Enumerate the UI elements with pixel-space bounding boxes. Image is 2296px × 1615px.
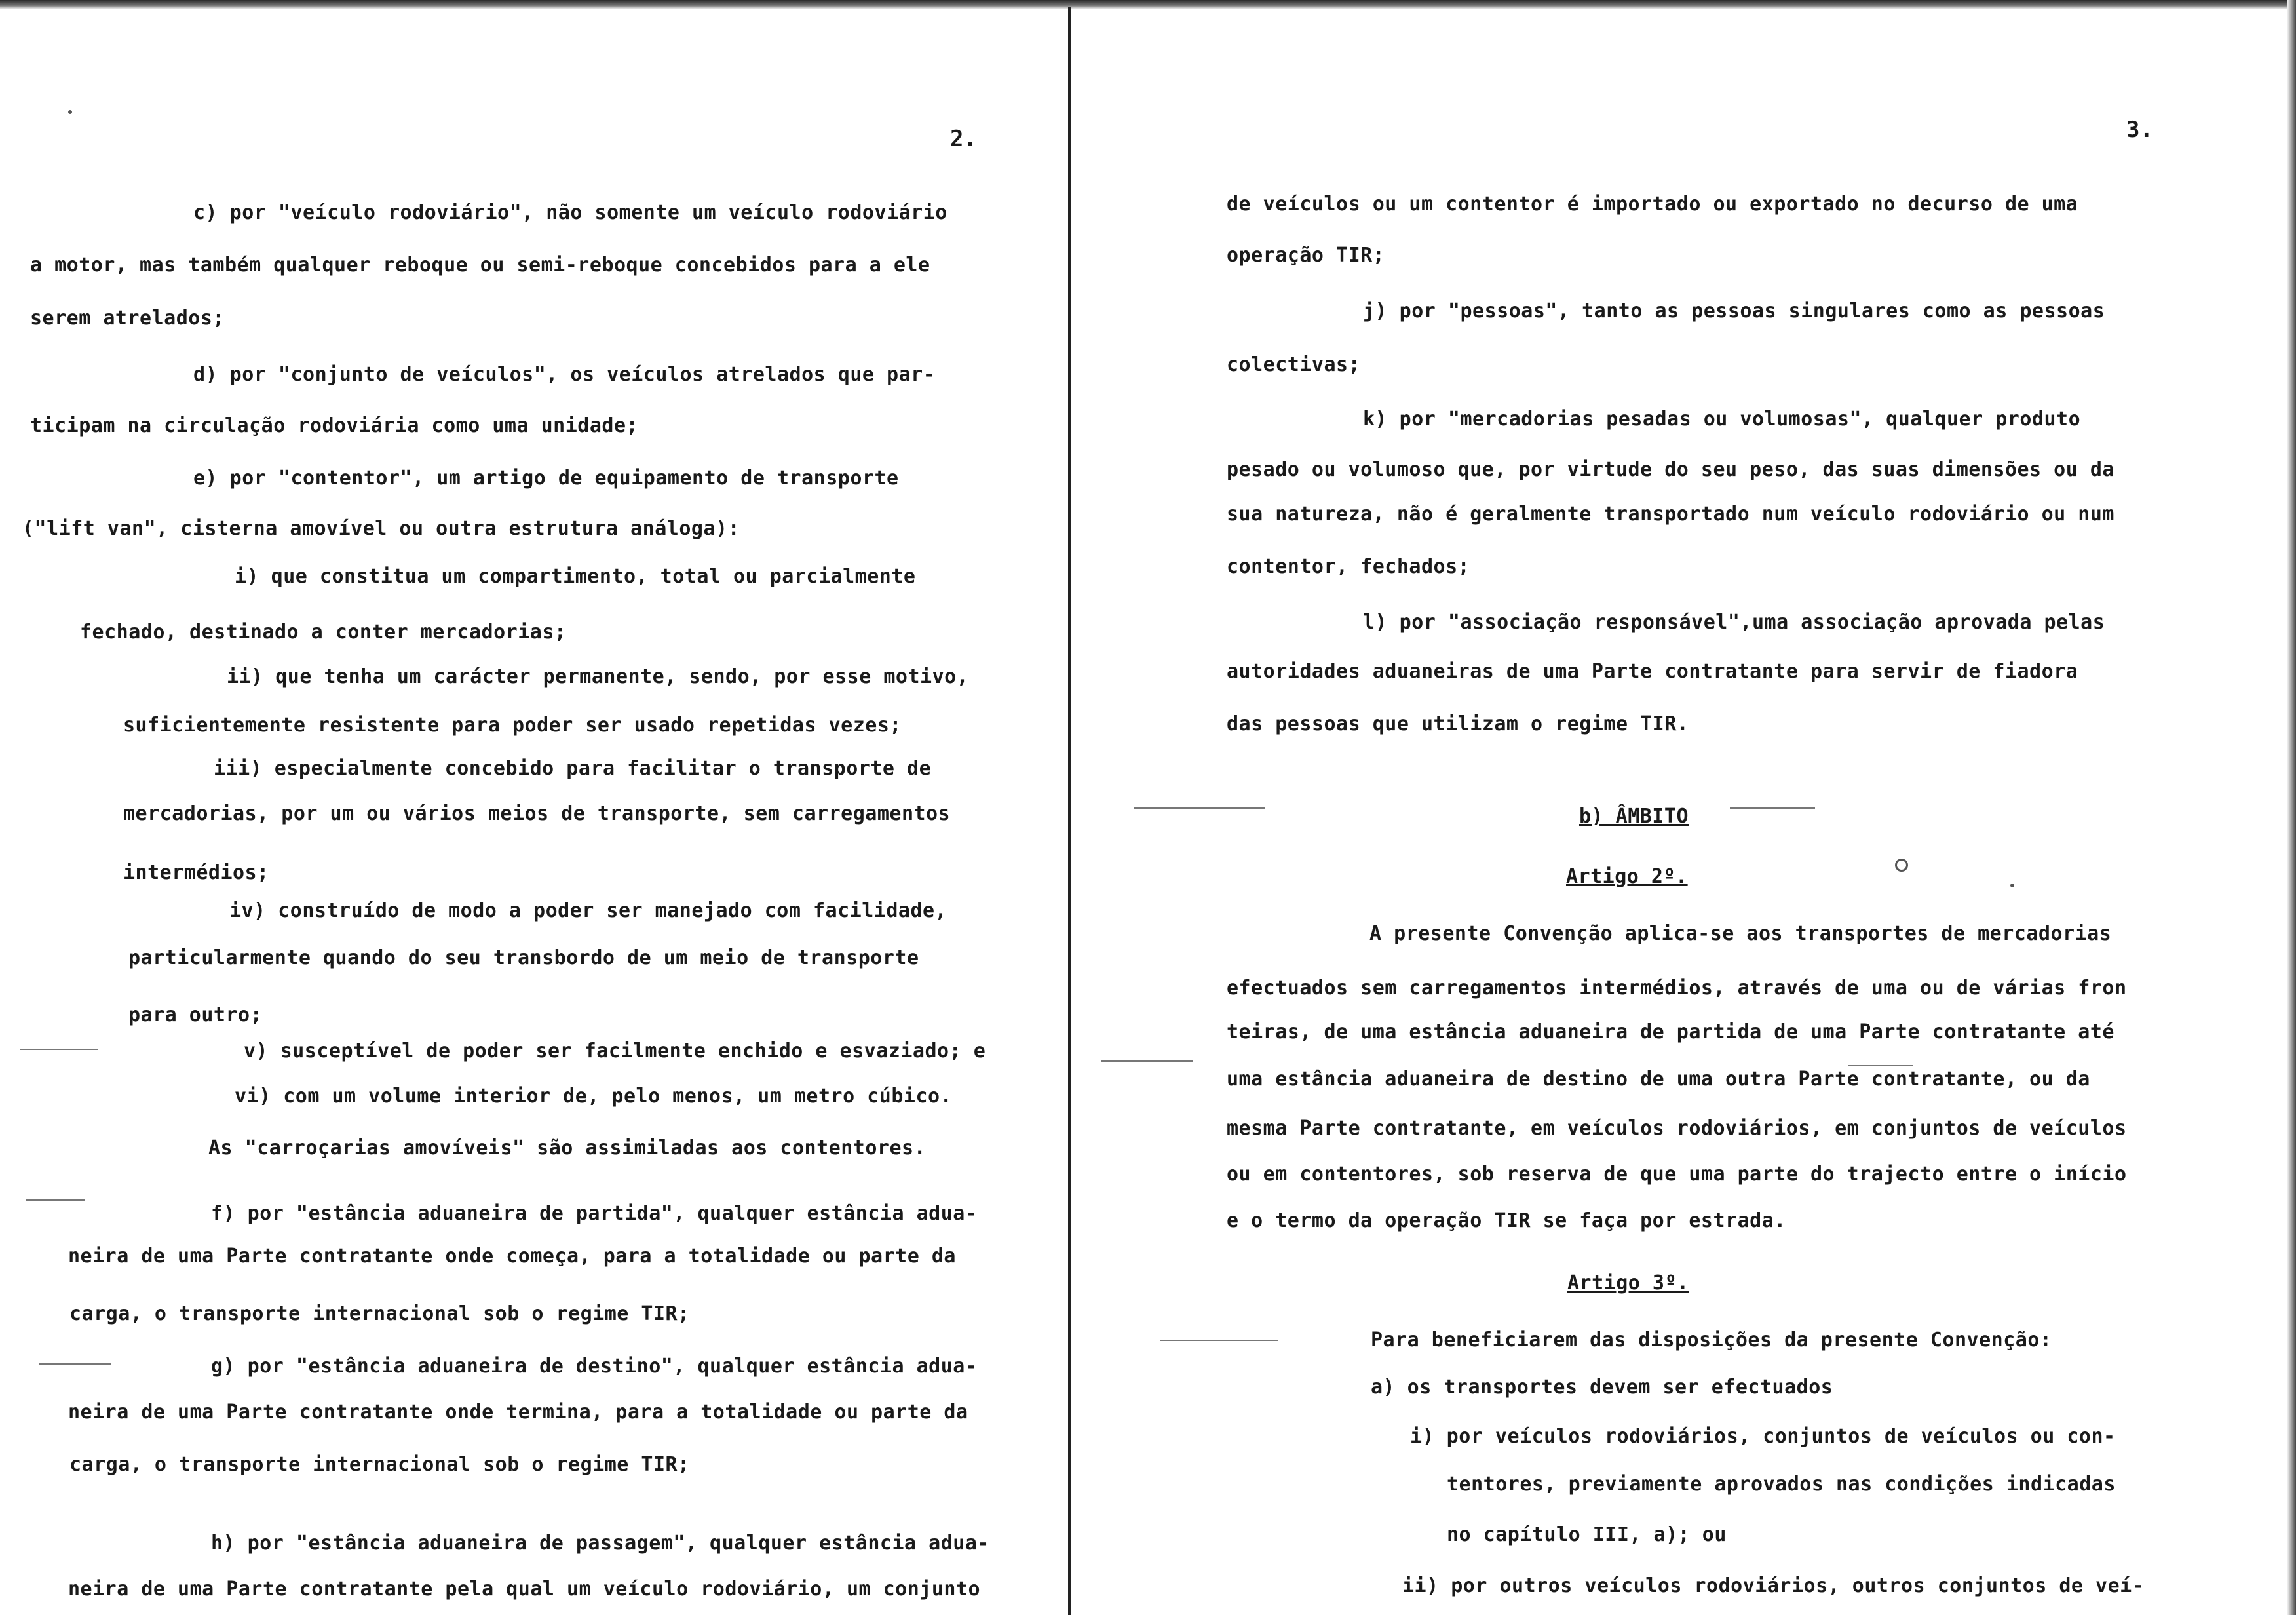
text-line: contentor, fechados;	[1227, 555, 1470, 578]
text-line: neira de uma Parte contratante onde começa, para a totalidade ou parte da	[68, 1245, 956, 1268]
text-line: neira de uma Parte contratante onde termina, para a totalidade ou parte da	[68, 1401, 968, 1424]
text-line: intermédios;	[123, 861, 269, 884]
text-line: particularmente quando do seu transbordo de um meio de transporte	[128, 946, 919, 969]
text-line: pesado ou volumoso que, por virtude do seu peso, das suas dimensões ou da	[1227, 458, 2114, 481]
text-line: autoridades aduaneiras de uma Parte contratante para servir de fiadora	[1227, 660, 2078, 683]
scan-right-edge	[2287, 0, 2296, 1615]
text-line: operação TIR;	[1227, 244, 1385, 267]
text-line: iii) especialmente concebido para facilitar o transporte de	[214, 757, 932, 780]
text-line: a motor, mas também qualquer reboque ou semi-reboque concebidos para a ele	[30, 254, 930, 277]
article-heading: Artigo 2º.	[1566, 865, 1688, 888]
scan-noise	[2010, 884, 2014, 887]
page-number: 2.	[950, 126, 977, 152]
text-line: i) que constitua um compartimento, total ou parcialmente	[235, 565, 916, 588]
text-line: Para beneficiarem das disposições da presente Convenção:	[1371, 1329, 2052, 1352]
text-line: A presente Convenção aplica-se aos transportes de mercadorias	[1369, 922, 2112, 945]
text-line: carga, o transporte internacional sob o regime TIR;	[69, 1453, 690, 1476]
scan-noise	[1895, 859, 1908, 872]
text-line: tentores, previamente aprovados nas condições indicadas	[1447, 1473, 2116, 1496]
right-page	[1075, 0, 2287, 1615]
article-heading: Artigo 3º.	[1567, 1272, 1689, 1294]
text-line: mercadorias, por um ou vários meios de transporte, sem carregamentos	[123, 802, 951, 825]
text-line: As "carroçarias amovíveis" são assimiladas aos contentores.	[208, 1137, 927, 1159]
text-line: ticipam na circulação rodoviária como uma unidade;	[30, 414, 639, 437]
text-line: ("lift van", cisterna amovível ou outra estrutura análoga):	[22, 517, 740, 540]
text-line: iv) construído de modo a poder ser manejado com facilidade,	[229, 899, 947, 922]
scan-noise	[68, 110, 72, 114]
text-line: serem atrelados;	[30, 307, 225, 330]
section-heading: b) ÂMBITO	[1579, 805, 1689, 828]
left-page	[0, 0, 1065, 1615]
text-line: i) por veículos rodoviários, conjuntos de veículos ou con-	[1410, 1425, 2116, 1448]
text-line: mesma Parte contratante, em veículos rodoviários, em conjuntos de veículos	[1227, 1117, 2127, 1140]
text-line: l) por "associação responsável",uma associação aprovada pelas	[1363, 611, 2105, 634]
scan-noise	[1101, 1060, 1193, 1062]
text-line: sua natureza, não é geralmente transportado num veículo rodoviário ou num	[1227, 503, 2114, 526]
text-line: ii) que tenha um carácter permanente, sendo, por esse motivo,	[227, 665, 969, 688]
scan-noise	[1730, 808, 1815, 809]
text-line: colectivas;	[1227, 353, 1361, 376]
text-line: para outro;	[128, 1003, 263, 1026]
text-line: teiras, de uma estância aduaneira de partida de uma Parte contratante até	[1227, 1021, 2114, 1043]
text-line: e o termo da operação TIR se faça por estrada.	[1227, 1209, 1786, 1232]
text-line: vi) com um volume interior de, pelo menos, um metro cúbico.	[235, 1085, 953, 1108]
text-line: v) susceptível de poder ser facilmente enchido e esvaziado; e	[244, 1040, 986, 1062]
scan-noise	[1160, 1340, 1278, 1341]
text-line: c) por "veículo rodoviário", não somente um veículo rodoviário	[193, 201, 947, 224]
text-line: a) os transportes devem ser efectuados	[1371, 1376, 1833, 1399]
text-line: fechado, destinado a conter mercadorias;	[80, 621, 567, 644]
text-line: carga, o transporte internacional sob o regime TIR;	[69, 1302, 690, 1325]
text-line: uma estância aduaneira de destino de uma outra Parte contratante, ou da	[1227, 1068, 2090, 1091]
text-line: f) por "estância aduaneira de partida", qualquer estância adua-	[211, 1202, 978, 1225]
page-gutter	[1068, 7, 1071, 1615]
text-line: g) por "estância aduaneira de destino", qualquer estância adua-	[211, 1355, 978, 1378]
text-line: neira de uma Parte contratante pela qual um veículo rodoviário, um conjunto	[68, 1578, 981, 1601]
text-line: das pessoas que utilizam o regime TIR.	[1227, 712, 1689, 735]
text-line: no capítulo III, a); ou	[1447, 1523, 1727, 1546]
text-line: de veículos ou um contentor é importado ou exportado no decurso de uma	[1227, 193, 2078, 216]
scan-noise	[1848, 1065, 1913, 1066]
text-line: e) por "contentor", um artigo de equipamento de transporte	[193, 467, 899, 490]
text-line: suficientemente resistente para poder ser usado repetidas vezes;	[123, 714, 902, 737]
text-line: h) por "estância aduaneira de passagem", qualquer estância adua-	[211, 1532, 989, 1555]
scan-noise	[26, 1199, 85, 1201]
scan-noise	[20, 1049, 98, 1050]
page-number: 3.	[2126, 117, 2153, 143]
scan-noise	[39, 1363, 111, 1365]
text-line: j) por "pessoas", tanto as pessoas singulares como as pessoas	[1363, 300, 2105, 322]
text-line: k) por "mercadorias pesadas ou volumosas", qualquer produto	[1363, 408, 2081, 431]
text-line: efectuados sem carregamentos intermédios, através de uma ou de várias fron	[1227, 977, 2127, 1000]
text-line: ii) por outros veículos rodoviários, outros conjuntos de veí-	[1402, 1574, 2145, 1597]
text-line: d) por "conjunto de veículos", os veículos atrelados que par-	[193, 363, 936, 386]
scan-noise	[1134, 808, 1265, 809]
text-line: ou em contentores, sob reserva de que uma parte do trajecto entre o início	[1227, 1163, 2127, 1186]
